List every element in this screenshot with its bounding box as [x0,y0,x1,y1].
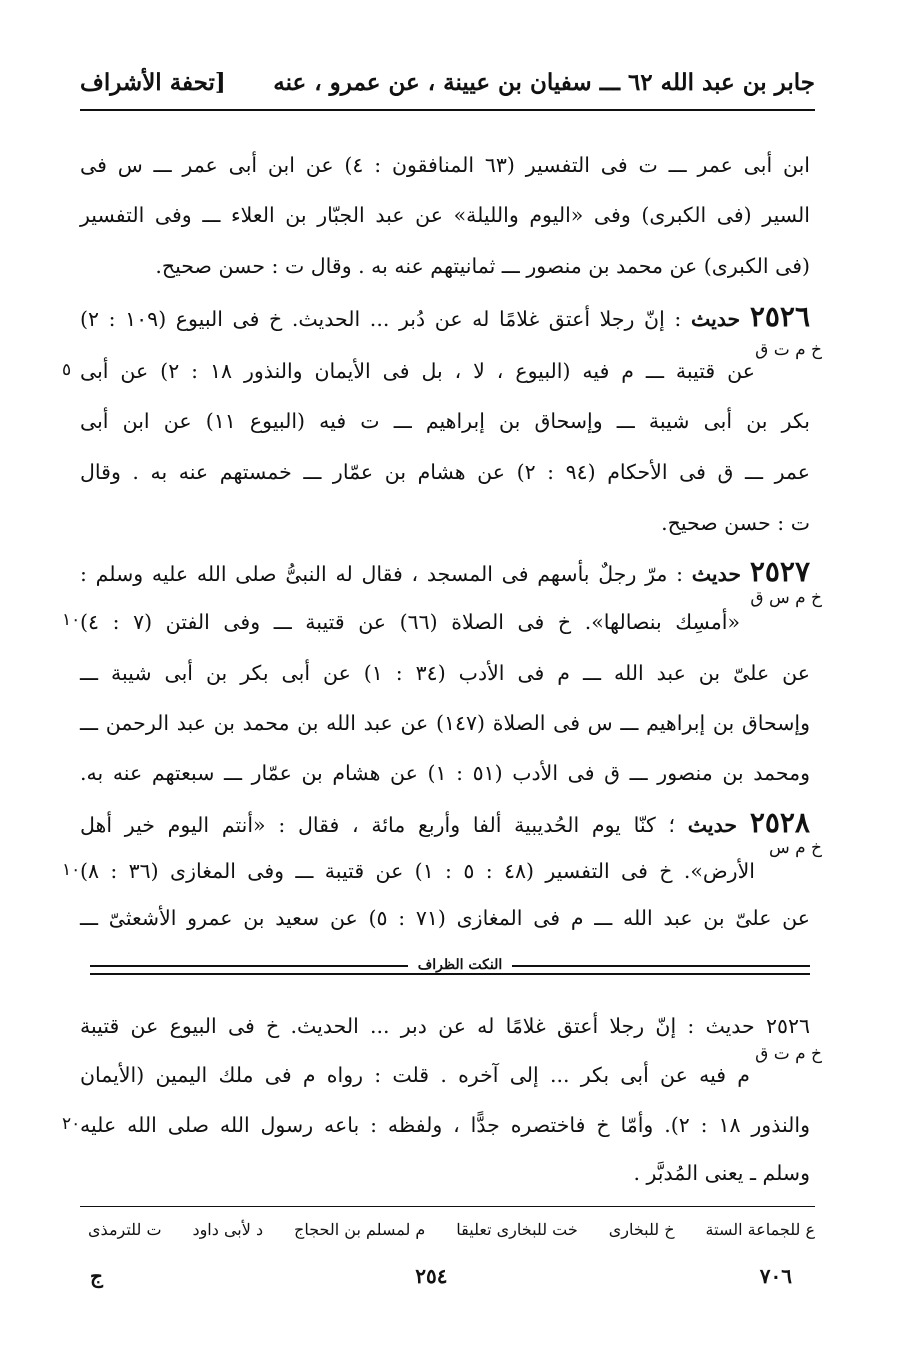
header-title-left: [تحفة الأشراف [80,68,226,96]
hadith-number: ٢٥٢٧ [749,555,810,588]
hadith-word: حديث [690,307,741,331]
volume-letter: ج [90,1264,103,1288]
page-number-center: ٢٥٤ [415,1264,448,1288]
line-number: ٥ [62,360,72,380]
text-line: عن قتيبة ـــ م فيه (البيوع ، لا ، بل فى الأيمان والنذور ١٨ : ٢) عن أبى [80,359,755,383]
hadith-2528-line [80,808,810,840]
abbr-item: د لأبى داود [192,1220,264,1239]
text-line: ٢٥٢٦ حديث : إنّ رجلا أعتق غلامًا له عن دبر ... الحديث. خ فى البيوع عن قتيبة [80,1014,810,1038]
abbreviation-key [88,1220,815,1239]
text-line: والنذور ١٨ : ٢). وأمّا خ فاختصره جدًّا ، ولفظه : باعه رسول الله صلى الله عليه [80,1113,810,1137]
text-line: وإسحاق بن إبراهيم ـــ س فى الصلاة (١٤٧) عن عبد الله بن محمد بن عبد الرحمن ـــ [80,711,811,735]
hadith-number: ٢٥٢٦ [749,300,810,333]
abbr-item: خ للبخارى [608,1220,675,1239]
hadith-word: حديث [691,562,742,586]
text-line: (فى الكبرى) عن محمد بن منصور ـــ ثمانيتهم عنه به . وقال ت : حسن صحيح. [155,254,810,278]
line-number: ١٠ [62,610,81,630]
line-number: ١٠ [62,860,81,880]
text-line: السير (فى الكبرى) وفى «اليوم والليلة» عن عبد الجبّار بن العلاء ـــ وفى التفسير [80,203,810,227]
text-line: ومحمد بن منصور ـــ ق فى الأدب (٥١ : ١) عن هشام بن عمّار ـــ سبعتهم عنه به. [80,761,810,785]
text-line: وسلم ـ يعنى المُدبَّر . [633,1161,810,1185]
text-line: عن علىّ بن عبد الله ـــ م فى المغازى (٧١ : ٥) عن سعيد بن عمرو الأشعثىّ ـــ [80,906,810,930]
header-title-right: جابر بن عبد الله ٦٢ ـــ سفيان بن عيينة ، عن عمرو ، عنه [273,68,815,96]
text-line: عن علىّ بن عبد الله ـــ م فى الأدب (٣٤ : ١) عن أبى بكر بن أبى شيبة ـــ [80,661,810,685]
abbr-item: ت للترمذى [88,1220,162,1239]
text-line: الأرض». خ فى التفسير (٤٨ : ٥ : ١) عن قتيبة ـــ وفى المغازى (٣٦ : ٨) [80,859,755,883]
hadith-2526-line [80,302,810,334]
page-number-right: ٧٠٦ [759,1264,792,1288]
sigla-2527: خ م س ق [750,588,822,608]
hadith-word: حديث [687,813,738,837]
abbr-item: ع للجماعة الستة [705,1220,815,1239]
hadith-number: ٢٥٢٨ [749,806,810,839]
hadith-2527-line [80,557,810,589]
abbr-item: خت للبخارى تعليقا [456,1220,578,1239]
text-line: م فيه عن أبى بكر ... إلى آخره . قلت : رواه م فى ملك اليمين (الأيمان [80,1063,750,1087]
text-line: بكر بن أبى شيبة ـــ وإسحاق بن إبراهيم ـــ ت فيه (البيوع ١١) عن ابن أبى [80,409,810,433]
text-line: «أمسِك بنصالها». خ فى الصلاة (٦٦) عن قتيبة ـــ وفى الفتن (٧ : ٤) [80,610,740,634]
nukat-title: النكت الظراف [408,957,513,973]
page-footer [90,1264,792,1288]
running-header [80,62,815,102]
header-rule [80,109,815,111]
text-line: عمر ـــ ق فى الأحكام (٩٤ : ٢) عن هشام بن عمّار ـــ خمستهم عنه به . وقال [80,460,810,484]
hadith-text: ؛ كنّا يوم الحُديبية ألفا وأربع مائة ، فقال : «أنتم اليوم خير أهل [80,813,676,837]
footer-rule [80,1206,815,1207]
hadith-text: : إنّ رجلا أعتق غلامًا له عن دُبر ... الحديث. خ فى البيوع (١٠٩ : ٢) [80,307,682,331]
abbr-item: م لمسلم بن الحجاج [294,1220,426,1239]
sigla-2528: خ م س [768,838,822,858]
hadith-text: : مرّ رجلٌ بأسهم فى المسجد ، فقال له النبىُّ صلى الله عليه وسلم : [80,562,684,586]
text-line: ت : حسن صحيح. [661,511,810,535]
line-number: ٢٠ [62,1114,81,1134]
nukat-title-wrap [0,954,920,973]
text-line: ابن أبى عمر ـــ ت فى التفسير (٦٣ المنافقون : ٤) عن ابن أبى عمر ـــ س فى [80,153,810,177]
sigla-atraf-2526: خ م ت ق [755,1044,822,1064]
sigla-2526: خ م ت ق [755,340,822,360]
